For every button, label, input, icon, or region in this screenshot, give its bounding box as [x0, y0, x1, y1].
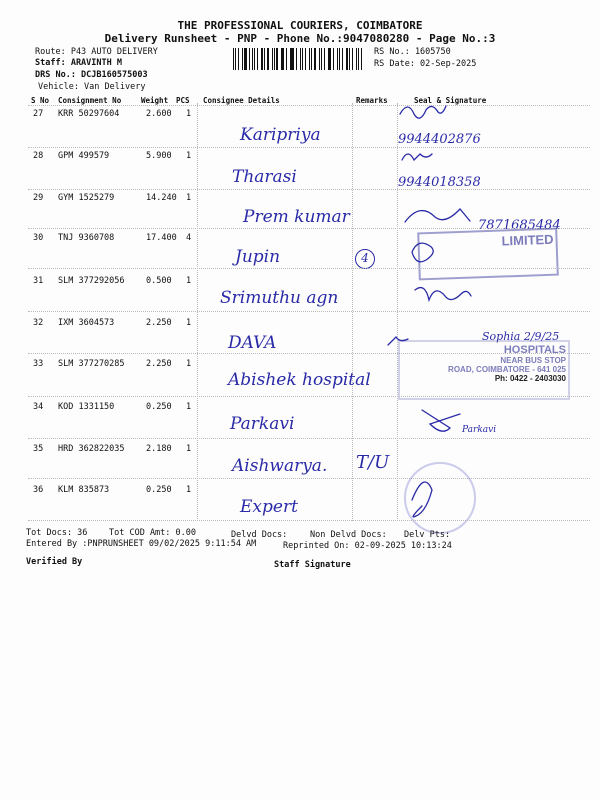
hospital-stamp [398, 340, 570, 400]
company-stamp [417, 228, 559, 281]
remark-handwritten: T/U [356, 452, 390, 473]
barcode-bar [267, 48, 269, 70]
barcode-bar [356, 48, 357, 70]
row-pcs: 1 [186, 151, 192, 161]
row-consignment: TNJ 9360708 [58, 233, 115, 243]
col-remarks: Remarks [356, 96, 388, 105]
consignee-handwritten: Jupin [235, 247, 281, 267]
row-rule [28, 189, 590, 190]
barcode-bar [261, 48, 262, 70]
row-consignment: KOD 1331150 [58, 402, 115, 412]
col-consignee: Consignee Details [203, 96, 280, 105]
barcode-bar [282, 48, 283, 70]
consignee-handwritten: Expert [240, 497, 298, 517]
barcode-bar [302, 48, 303, 70]
barcode-bar [233, 48, 234, 70]
row-pcs: 1 [186, 359, 192, 369]
row-sno: 30 [33, 233, 44, 243]
rs-number: RS No.: 1605750 [374, 47, 451, 57]
barcode-bar [254, 48, 255, 70]
delivered-docs: Delvd Docs: [231, 530, 288, 540]
barcode-bar [314, 48, 316, 70]
vehicle-label: Vehicle: Van Delivery [38, 82, 146, 92]
row-weight: 0.250 [146, 402, 172, 412]
barcode-bar [300, 48, 301, 70]
barcode-bar [346, 48, 348, 70]
delivery-points: Delv Pts: [404, 530, 451, 540]
row-pcs: 4 [186, 233, 192, 243]
barcode-bar [238, 48, 239, 70]
row-rule [28, 268, 590, 269]
runsheet-subtitle: Delivery Runsheet - PNP - Phone No.:9047080280 - Page No.:3 [104, 32, 496, 45]
row-sno: 28 [33, 151, 44, 161]
row-rule [28, 396, 590, 397]
row-sno: 33 [33, 359, 44, 369]
row-sno: 35 [33, 444, 44, 454]
barcode-bar [352, 48, 353, 70]
barcode-bar [361, 48, 362, 70]
row-pcs: 1 [186, 402, 192, 412]
barcode-bar [358, 48, 359, 70]
stamp-phone: Ph: 0422 - 2403030 [494, 374, 566, 383]
stamp-text: HOSPITALS [503, 344, 566, 356]
barcode-bar [291, 48, 293, 70]
column-divider [397, 103, 398, 521]
col-sno: S No [31, 96, 50, 105]
signature-mark [415, 288, 471, 300]
row-weight: 2.180 [146, 444, 172, 454]
barcode-bar [290, 48, 291, 70]
col-pcs: PCS [176, 96, 190, 105]
barcode-bar [264, 48, 265, 70]
row-sno: 31 [33, 276, 44, 286]
barcode-bar [296, 48, 297, 70]
row-pcs: 1 [186, 485, 192, 495]
barcode-bar [276, 48, 277, 70]
consignee-handwritten: Parkavi [230, 414, 295, 434]
drs-number: DRS No.: DCJB160575003 [35, 70, 148, 80]
handwritten-date: Sophia 2/9/25 [482, 330, 560, 343]
table-bottom-rule [28, 520, 590, 521]
row-rule [28, 311, 590, 312]
row-weight: 2.250 [146, 318, 172, 328]
stamp-text: ROAD, COIMBATORE - 641 025 [448, 365, 566, 374]
handwritten-phone: 7871685484 [478, 218, 561, 233]
row-rule [28, 147, 590, 148]
column-divider [197, 103, 198, 521]
col-consignment: Consignment No [58, 96, 122, 105]
row-consignment: GPM 499579 [58, 151, 110, 161]
consignee-handwritten: Srimuthu agn [220, 288, 339, 308]
col-seal: Seal & Signature [414, 96, 487, 105]
barcode-bar [328, 48, 329, 70]
row-pcs: 1 [186, 444, 192, 454]
barcode-bar [257, 48, 258, 70]
staff-signature: Staff Signature [274, 560, 351, 570]
handwritten-phone: 9944018358 [398, 175, 481, 190]
total-docs: Tot Docs: 36 [26, 528, 88, 538]
stamp-text: LIMITED [501, 231, 554, 249]
row-pcs: 1 [186, 276, 192, 286]
staff-label: Staff: ARAVINTH M [35, 58, 122, 68]
row-sno: 27 [33, 109, 44, 119]
barcode-bar [311, 48, 312, 70]
barcode-bar [272, 48, 273, 70]
barcode-bar [324, 48, 325, 70]
row-pcs: 1 [186, 318, 192, 328]
barcode-bar [281, 48, 282, 70]
row-consignment: HRD 362822035 [58, 444, 125, 454]
row-consignment: KRR 50297604 [58, 109, 120, 119]
reprinted-on: Reprinted On: 02-09-2025 10:13:24 [283, 541, 452, 551]
stamp-text: NEAR BUS STOP [500, 356, 566, 365]
handwritten-phone: 9944402876 [398, 132, 481, 147]
consignee-handwritten: Aishwarya. [232, 456, 328, 476]
row-weight: 0.500 [146, 276, 172, 286]
row-sno: 36 [33, 485, 44, 495]
total-cod: Tot COD Amt: 0.00 [109, 528, 196, 538]
consignee-handwritten: Abishek hospital [228, 370, 371, 390]
row-rule [28, 478, 590, 479]
signature-mark [400, 106, 446, 118]
row-pcs: 1 [186, 109, 192, 119]
non-delivered-docs: Non Delvd Docs: [310, 530, 387, 540]
consignee-handwritten: Tharasi [232, 167, 297, 187]
col-weight: Weight [141, 96, 169, 105]
barcode-bar [321, 48, 322, 70]
row-sno: 29 [33, 193, 44, 203]
company-title: THE PROFESSIONAL COURIERS, COIMBATORE [177, 19, 423, 32]
barcode-bar [349, 48, 350, 70]
consignee-handwritten: Prem kumar [243, 207, 350, 227]
verified-by: Verified By [26, 557, 83, 567]
barcode-bar [244, 48, 246, 70]
barcode-bar [319, 48, 320, 70]
rs-date: RS Date: 02-Sep-2025 [374, 59, 477, 69]
row-weight: 2.600 [146, 109, 172, 119]
handwritten-signature: Parkavi [462, 425, 497, 435]
barcode-bar [333, 48, 334, 70]
entered-by: Entered By :PNPRUNSHEET 09/02/2025 9:11:54 AM [26, 539, 257, 549]
remark-pieces: 4 [355, 249, 375, 269]
header-rule [28, 105, 590, 106]
row-weight: 14.240 [146, 193, 177, 203]
row-consignment: IXM 3604573 [58, 318, 115, 328]
route-label: Route: P43 AUTO DELIVERY [35, 47, 158, 57]
barcode-bar [274, 48, 275, 70]
row-pcs: 1 [186, 193, 192, 203]
row-rule [28, 438, 590, 439]
row-sno: 34 [33, 402, 44, 412]
barcode-bar [305, 48, 306, 70]
row-consignment: SLM 377292056 [58, 276, 125, 286]
row-weight: 5.900 [146, 151, 172, 161]
barcode-bar [252, 48, 253, 70]
barcode-bar [337, 48, 338, 70]
barcode-bar [286, 48, 287, 70]
consignee-handwritten: Karipriya [240, 125, 321, 145]
barcode-bar [339, 48, 340, 70]
row-weight: 2.250 [146, 359, 172, 369]
barcode-bar [309, 48, 310, 70]
signature-mark [402, 154, 432, 160]
row-consignment: KLM 835873 [58, 485, 110, 495]
round-stamp [404, 462, 476, 534]
row-sno: 32 [33, 318, 44, 328]
column-divider [352, 103, 353, 521]
barcode-bar [249, 48, 250, 70]
row-consignment: GYM 1525279 [58, 193, 115, 203]
consignee-handwritten: DAVA [228, 333, 277, 353]
barcode-bar [242, 48, 243, 70]
signature-mark [422, 410, 460, 431]
barcode-bar [342, 48, 343, 70]
barcode-bar [329, 48, 330, 70]
barcode [233, 48, 365, 70]
row-weight: 17.400 [146, 233, 177, 243]
signature-mark [405, 209, 470, 222]
row-weight: 0.250 [146, 485, 172, 495]
row-consignment: SLM 377270285 [58, 359, 125, 369]
barcode-bar [235, 48, 236, 70]
